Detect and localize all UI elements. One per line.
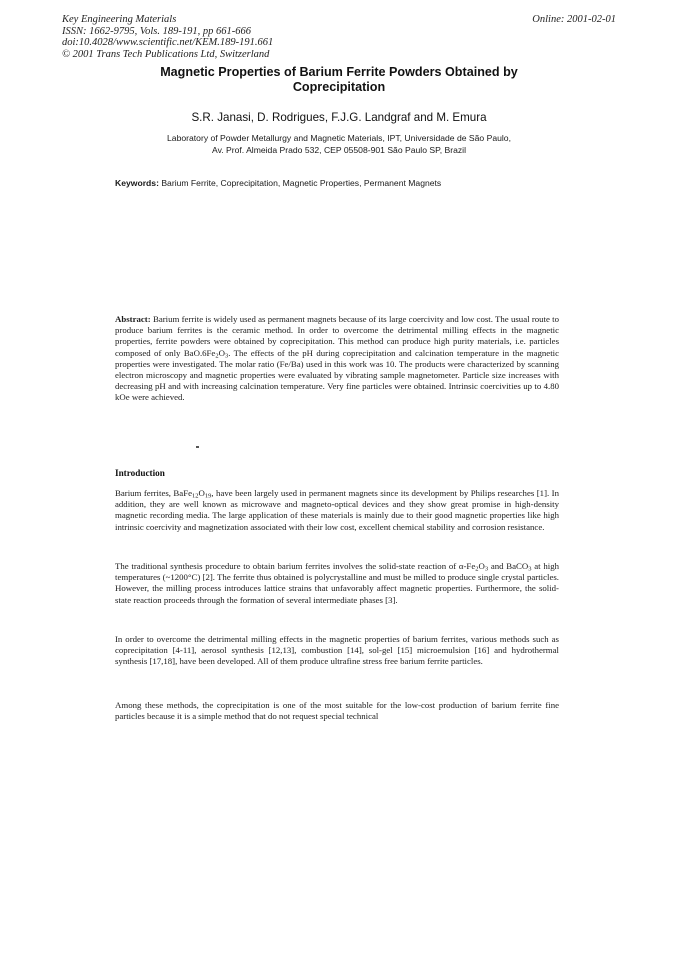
copyright-line: © 2001 Trans Tech Publications Ltd, Switzerland [62, 48, 270, 60]
p2-text-a: The traditional synthesis procedure to obtain barium ferrites involves the solid-state reaction of α-Fe [115, 561, 476, 571]
intro-paragraph-1 [115, 488, 559, 533]
affiliation [60, 133, 618, 156]
p1-sub-1: 12 [192, 492, 199, 500]
p2-text-c: and BaCO [488, 561, 529, 571]
abstract-text-a: Barium ferrite is widely used as permanent magnets because of its large coercivity and low cost. The usual route to produce barium ferrites is the ceramic method. In order to overcome the detrimental milling effects in the magnetic properties, ferrite powders were obtained by coprecipitation. This method can produce high purity materials, i.e. particles composed of only BaO.6Fe [115, 314, 560, 358]
online-date: Online: 2001-02-01 [532, 14, 616, 25]
p1-text-c: , have been largely used in permanent magnets since its development by Philips researches [1]. In addition, they are well known as microwave and magneto-optical devices and they show great promise in high-density magnetic recording media. The large application of these materials is mainly due to their good magnetic properties like high intrinsic coercivity and magnetization associated with their low cost, excellent chemical stability and corrosion resistance. [115, 488, 560, 532]
p1-text-a: Barium ferrites, BaFe [115, 488, 193, 498]
journal-header [62, 14, 273, 60]
title-line-1: Magnetic Properties of Barium Ferrite Powders Obtained by [160, 65, 518, 79]
p2-sub-2: 3 [484, 565, 489, 573]
intro-paragraph-4: Among these methods, the coprecipitation is one of the most suitable for the low-cost production of barium ferrite fine particles because it is a simple method that do not request special technical [115, 700, 559, 722]
issn-line: ISSN: 1662-9795, Vols. 189-191, pp 661-666 [62, 25, 251, 37]
p1-sub-2: 19 [204, 492, 212, 500]
affiliation-line-1: Laboratory of Powder Metallurgy and Magnetic Materials, IPT, Universidade de São Paulo, [167, 133, 511, 143]
doi-line: doi:10.4028/www.scientific.net/KEM.189-191.661 [62, 37, 274, 48]
keywords-label: Keywords: [115, 178, 159, 188]
p2-text-d: at high temperatures (~1200°C) [2]. The ferrite thus obtained is polycrystalline and must be milled to produce single crystal particles. However, the milling process introduces lattice strains that unfavorably affect magnetic properties. Furthermore, the solid-state reaction proceeds through the formation of several intermediate phases [3]. [115, 561, 559, 605]
p1-text-b: O [198, 488, 205, 498]
authors: S.R. Janasi, D. Rodrigues, F.J.G. Landgraf and M. Emura [191, 111, 487, 124]
abstract-label: Abstract: [115, 314, 151, 324]
p2-text-b: O [478, 561, 485, 571]
introduction-heading: Introduction [115, 468, 165, 478]
keywords [115, 178, 618, 189]
intro-paragraph-2 [115, 561, 559, 606]
stray-mark [196, 446, 199, 448]
paper-title [60, 65, 618, 95]
title-line-2: Coprecipitation [292, 80, 386, 94]
abstract-text-c: . The effects of the pH during coprecipitation and calcination temperature in the magnetic properties were investigated. The molar ratio (Fe/Ba) used in this work was 10. The products were characterized by scanning electron microscopy and magnetic properties were evaluated by vibrating sample magnetometer. Particle size increases with decreasing pH and with increasing calcination temperature. Very fine particles were obtained. Intrinsic coercivities up to 4.80 kOe were achieved. [115, 347, 559, 403]
affiliation-line-2: Av. Prof. Almeida Prado 532, CEP 05508-901 São Paulo SP, Brazil [212, 144, 466, 155]
abstract-sub-a: 2 [215, 352, 219, 360]
abstract [115, 314, 559, 404]
keywords-list: Barium Ferrite, Coprecipitation, Magnetic Properties, Permanent Magnets [161, 178, 442, 188]
p2-sub-3: 3 [528, 565, 532, 573]
abstract-text-b: O [218, 347, 225, 358]
p2-sub-1: 2 [475, 565, 479, 573]
abstract-sub-b: 3 [224, 352, 229, 360]
journal-name: Key Engineering Materials [62, 14, 177, 25]
intro-paragraph-3: In order to overcome the detrimental milling effects in the magnetic properties of barium ferrites, various methods such as coprecipitation [4-11], aerosol synthesis [12,13], combustion [14], sol-gel [15] microemulsion [16] and hydrothermal synthesis [17,18], have been developed. All of them produce ultrafine stress free barium ferrite particles. [115, 634, 559, 667]
